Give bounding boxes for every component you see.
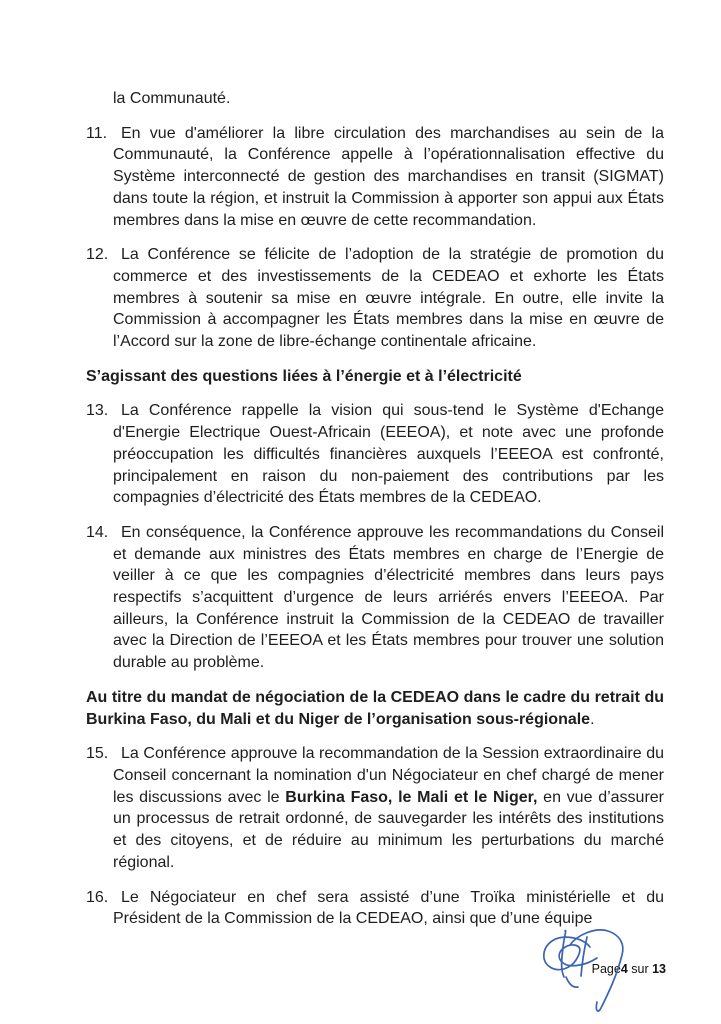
paragraph-14 bbox=[86, 522, 664, 674]
footer-page-number: 4 bbox=[620, 962, 628, 976]
paragraph-11 bbox=[86, 123, 664, 232]
paragraph-15-bold-countries: Burkina Faso, le Mali et le Niger, bbox=[285, 788, 538, 806]
paragraph-12 bbox=[86, 244, 664, 353]
paragraph-continuation: la Communauté. bbox=[113, 90, 231, 107]
paragraph-16-text: Le Négociateur en chef sera assisté d’une Troïka ministérielle et du Président de la Commission de la CEDEAO, ainsi que d’une équipe bbox=[113, 888, 664, 928]
paragraph-12-text: La Conférence se félicite de l’adoption de la stratégie de promotion du commerce et des investissements de la CEDEAO et exhorte les États membres à soutenir sa mise en œuvre intégrale. En outre, elle invite la Commission à accompagner les États membres dans la mise en œuvre de l’Accord sur la zone de libre-échange continentale africaine. bbox=[113, 246, 664, 351]
footer-separator: sur bbox=[627, 962, 653, 976]
paragraph-16 bbox=[86, 887, 664, 930]
paragraph-14-number: 14. bbox=[86, 523, 109, 541]
paragraph-11-number: 11. bbox=[86, 124, 108, 142]
paragraph-13-number: 13. bbox=[86, 402, 109, 420]
paragraph-15-number: 15. bbox=[86, 745, 109, 763]
footer-page-word: Page bbox=[591, 962, 621, 976]
heading-energy-electricity: S’agissant des questions liées à l’énergie et à l’électricité bbox=[86, 367, 522, 385]
heading-negotiation-mandate-text: Au titre du mandat de négociation de la CEDEAO dans le cadre du retrait du Burkina Faso, du Mali et du Niger de l’organisation sous-régionale bbox=[86, 688, 664, 728]
heading-negotiation-mandate bbox=[86, 687, 664, 730]
paragraph-11-text: En vue d'améliorer la libre circulation des marchandises au sein de la Communauté, la Conférence appelle à l’opérationnalisation effective du Système interconnecté de gestion des marchandises en transit (SIGMAT) dans toute la région, et instruit la Commission à apporter son appui aux États membres dans la mise en œuvre de cette recommandation. bbox=[113, 124, 664, 229]
page-footer bbox=[592, 962, 666, 977]
paragraph-16-number: 16. bbox=[86, 888, 109, 906]
document-body bbox=[86, 88, 664, 943]
footer-total-pages: 13 bbox=[652, 962, 666, 976]
heading-negotiation-mandate-period: . bbox=[590, 710, 595, 728]
paragraph-13 bbox=[86, 400, 664, 509]
paragraph-15 bbox=[86, 743, 664, 873]
paragraph-15-text-start: La Conférence approuve la recommandation de la Session extraordinaire du Conseil concernant la nomination d'un Négociateur en chef chargé de mener les discussions avec le bbox=[113, 745, 664, 806]
paragraph-15-text-end: en vue d’assurer un processus de retrait ordonné, de sauvegarder les intérêts des institutions et des citoyens, et de réduire au minimum les perturbations du marché régional. bbox=[113, 788, 665, 871]
paragraph-13-text: La Conférence rappelle la vision qui sous-tend le Système d'Echange d'Energie Electrique Ouest-Africain (EEEOA), et note avec une profonde préoccupation les difficultés financières auxquels l’EEEOA est confronté, principalement en raison du non-paiement des contributions par les compagnies d’électricité des États membres de la CEDEAO. bbox=[113, 402, 664, 507]
paragraph-14-text: En conséquence, la Conférence approuve les recommandations du Conseil et demande aux ministres des États membres en charge de l’Energie de veiller à ce que les compagnies d’électricité membres dans leurs pays respectifs s’acquittent d’urgence de leurs arriérés envers l’EEEOA. Par ailleurs, la Conférence instruit la Commission de la CEDEAO de travailler avec la Direction de l’EEEOA et les États membres pour trouver une solution durable au problème. bbox=[113, 523, 664, 672]
paragraph-12-number: 12. bbox=[86, 246, 109, 264]
